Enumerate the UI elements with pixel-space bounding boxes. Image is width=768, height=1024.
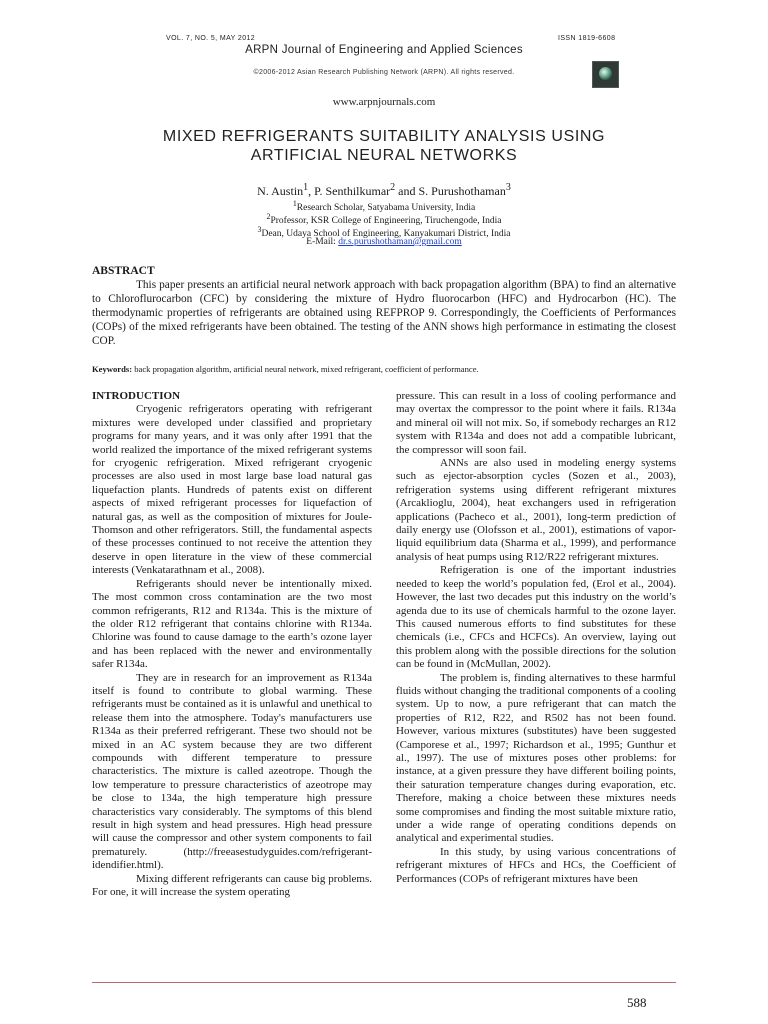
footer-rule — [92, 982, 676, 983]
author-name: N. Austin — [257, 184, 304, 198]
website-url: www.arpnjournals.com — [332, 96, 436, 108]
author-affiliation-marker: 3 — [505, 182, 511, 193]
left-paragraph: They are in research for an improvement as R134a itself is found to contribute to global warming. These refrigerants must be contained as it is unlawful and unethical to release them into the atmosphere. Today's manufacturers use R134a as their preferred refrigerant. These two should not be mixed in an AC system because they are two different compounds with different temperature to pressure characteristics. The mixture is called azeotrope. Though the low temperature to pressure characteristics of azeotrope may be close to 134a, the high temperature high pressure characteristics vary considerably. The symptoms of this blend result in high system and head pressures. High head pressure will cause the compressor and other system components to fail prematurely. (http://freeasestudyguides.com/refrigerant-idendifier.html). — [92, 671, 372, 872]
keywords-line — [92, 364, 676, 374]
journal-name: ARPN Journal of Engineering and Applied Sciences — [245, 44, 523, 56]
affiliation-2: $^2$Professor, KSR College of Engineering, Tiruchengode, India — [266, 212, 502, 227]
author-name: S. Purushothaman — [418, 184, 506, 198]
left-paragraph: Cryogenic refrigerators operating with refrigerant mixtures were developed under classified and proprietary programs for many years, and it was only after 1991 that the world realized the importance of the mixed refrigerant systems for cryogenic refrigeration. Mixed refrigerant cryogenic processes are also used in most large base load natural gas liquefaction plants. Hundreds of patents exist on different aspects of mixed refrigerant processes for liquefaction of natural gas, as well as the composition of mixtures for Joule-Thomson and other refrigerators. Still, the fundamental aspects of these processes continued to not receive the attention they deserve in open literature in the view of these commercial interests (Venkatarathnam et al., 2008). — [92, 403, 372, 577]
author-separator: and — [395, 184, 419, 198]
affiliation-1: $^1$Research Scholar, Satyabama University, India — [292, 199, 476, 214]
author-affiliation-marker: 2 — [390, 182, 396, 193]
right-paragraph: ANNs are also used in modeling energy systems such as ejector-absorption cycles (Sozen et al., 2003), refrigeration systems using different refrigerant mixtures (Arcaklioglu, 2004), heat exchangers used in refrigeration applications (Pacheco et al., 2001), long-term prediction of daily energy use (Olofsson et al., 2001), estimations of vapor-liquid equilibrium data (Sharma et al., 1999), and performance analysis of heat pumps using R12/R22 refrigerant mixtures. — [396, 457, 676, 563]
title-line-1: MIXED REFRIGERANTS SUITABILITY ANALYSIS USING — [162, 128, 606, 145]
right-paragraph: In this study, by using various concentrations of refrigerant mixtures of HFCs and HCs, the Coefficient of Performances (COPs of refrigerant mixtures have been — [396, 845, 676, 885]
author-affiliation-marker: 1 — [303, 182, 309, 193]
keywords-label: Keywords: — [92, 364, 133, 374]
affiliation-3: $^3$Dean, Udaya School of Engineering, Kanyakumari District, India — [257, 225, 511, 240]
title-line-2: ARTIFICIAL NEURAL NETWORKS — [250, 147, 518, 164]
header-volume: VOL. 7, NO. 5, MAY 2012 — [166, 35, 256, 42]
introduction-heading: INTRODUCTION — [92, 390, 181, 402]
author-separator: , — [308, 184, 315, 198]
left-paragraph: Mixing different refrigerants can cause big problems. For one, it will increase the system operating — [92, 872, 372, 899]
email-label: E-Mail: — [306, 237, 339, 247]
paper-title — [0, 127, 768, 165]
globe-logo-icon — [592, 61, 619, 88]
right-paragraph: The problem is, finding alternatives to these harmful fluids without changing the traditional components of a cooling system. Up to now, a pure refrigerant that can match the properties of R12, R22, and R502 has not been found. However, various mixtures (substitutes) have been suggested (Camporese et al., 1997; Richardson et al., 1995; Gunthur et al., 1997). The use of mixtures poses other problems: for instance, at a given pressure they have different boiling points, their saturation temperature changes during evaporation, etc. Therefore, making a choice between these mixtures needs some compromises and finding the most suitable mixture ratio, under a wide range of operating conditions depends on analytical and experimental studies. — [396, 671, 676, 845]
email-link[interactable]: dr.s.purushothaman@gmail.com — [338, 237, 462, 247]
email-line — [0, 236, 768, 249]
author-name: P. Senthilkumar — [314, 184, 391, 198]
copyright-line: ©2006-2012 Asian Research Publishing Network (ARPN). All rights reserved. — [253, 69, 515, 76]
right-paragraph: pressure. This can result in a loss of cooling performance and may overtax the compressor to the point where it fails. R134a and mineral oil will not mix. So, if somebody recharges an R12 system with R134a and does not add a compatible lubricant, the compressor will soon fail. — [396, 390, 676, 456]
right-paragraph: Refrigeration is one of the important industries needed to keep the world’s population fed, (Erol et al., 2004). However, the last two decades put this industry on the world’s agenda due to its use of chemicals harmful to the ozone layer. This caused numerous efforts to find substitutes for these chemicals (i.e., CFCs and HCFCs). An overview, laying out this problem along with the possible directions for the solution can be found in (McMullan, 2002). — [396, 564, 676, 671]
left-column — [92, 390, 372, 899]
keywords-text: back propagation algorithm, artificial neural network, mixed refrigerant, coefficient of performance. — [132, 364, 479, 374]
page-number: 588 — [627, 995, 647, 1010]
abstract-text: This paper presents an artificial neural network approach with back propagation algorithm (BPA) to find an alternative to Chloroflurocarbon (CFC) by considering the mixture of Hydro fluorocarbon (HFC) and Hydrocarbon (HC). The thermodynamic properties of refrigerants are obtained using REFPROP 9. Correspondingly, the Coefficients of Performances (COPs) of the mixed refrigerants have been obtained. The testing of the ANN shows high performance in estimating the closest COP. — [92, 279, 676, 348]
header-issn: ISSN 1819-6608 — [558, 35, 616, 42]
left-paragraph: Refrigerants should never be intentionally mixed. The most common cross contamination are the two most common refrigerants, R12 and R134a. This is the mixture of the older R12 refrigerant that contains chlorine with R134a. Chlorine was found to cause damage to the earth’s ozone layer and has been replaced with the newer and environmentally safer R134a. — [92, 577, 372, 671]
right-column — [396, 390, 676, 886]
abstract-heading: ABSTRACT — [92, 265, 155, 277]
